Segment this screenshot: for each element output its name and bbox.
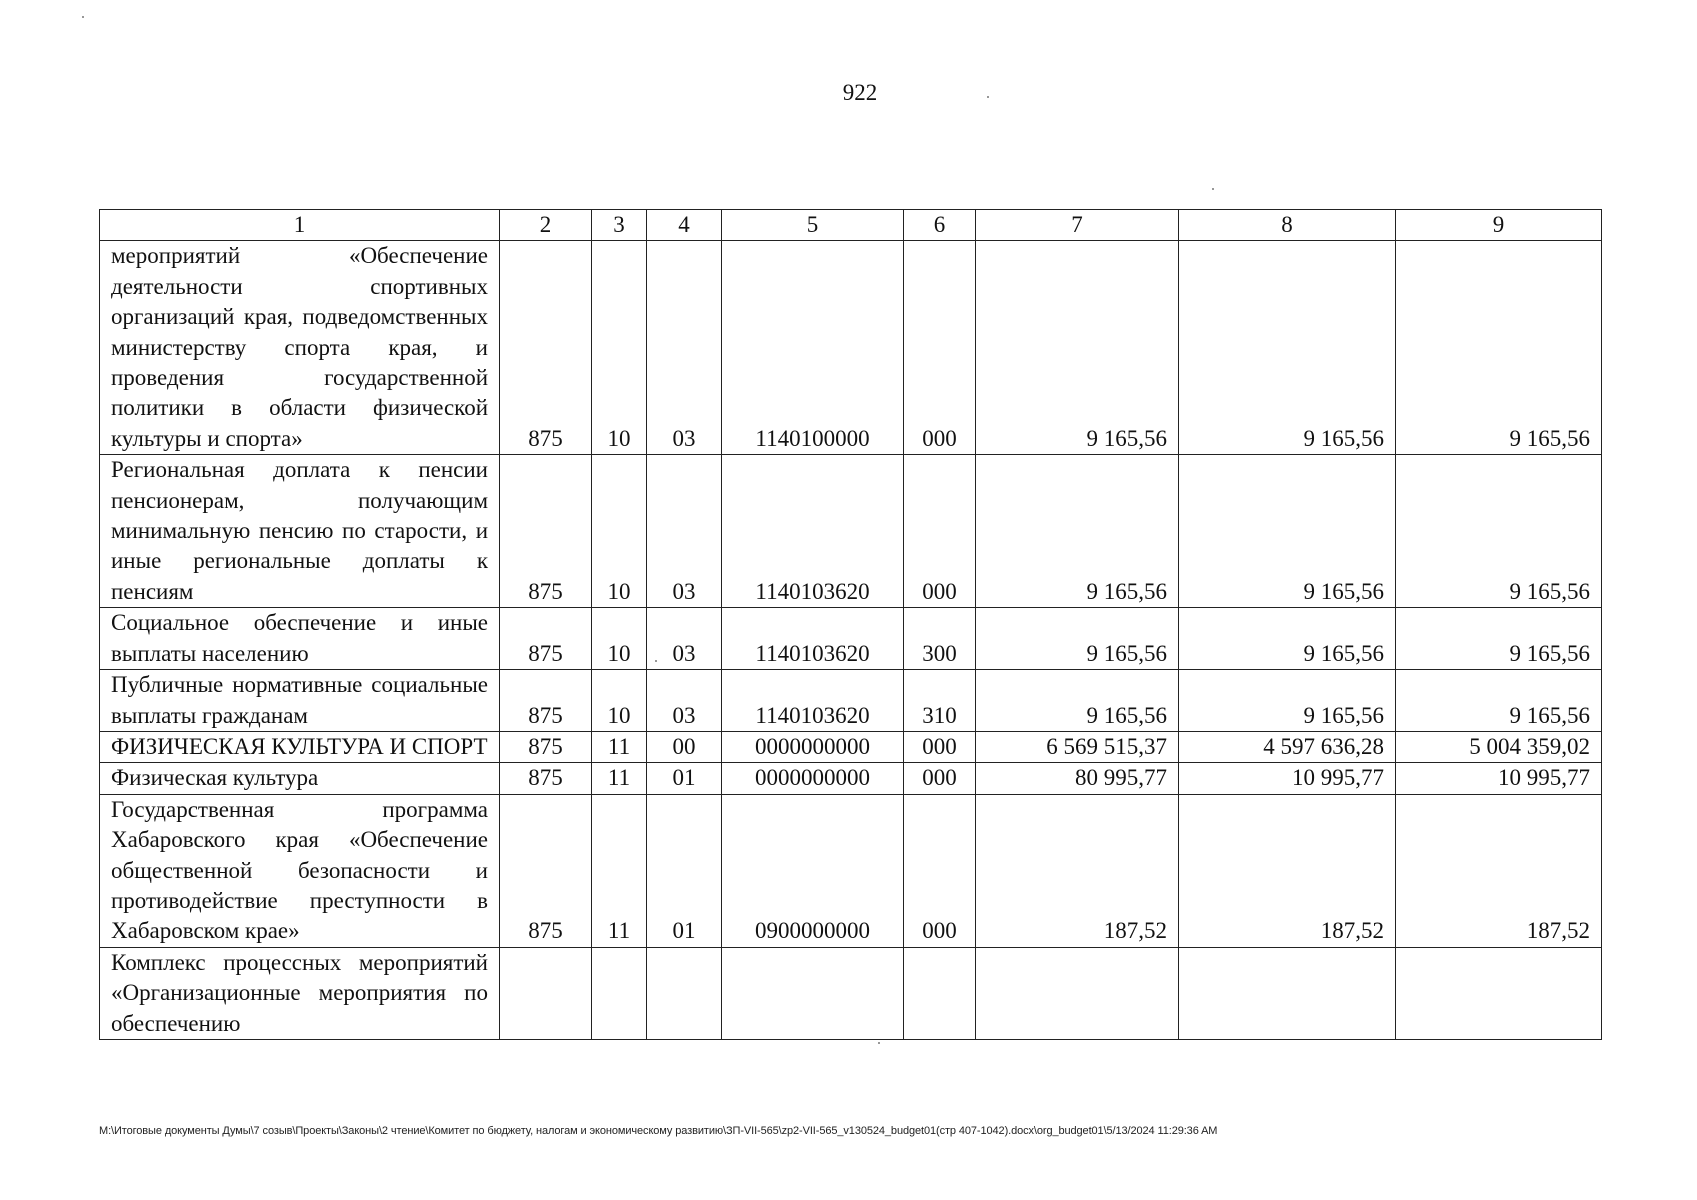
header-cell: 5 [722, 210, 904, 241]
row-subsection: 03 [647, 241, 722, 455]
budget-table [99, 209, 1602, 1040]
row-code: 875 [500, 763, 592, 794]
row-name: Региональная доплата к пенсии пенсионерам, получающим минимальную пенсию по старости, и иные региональные доплаты к пенсиям [100, 455, 500, 608]
row-value-2: 9 165,56 [1179, 670, 1396, 732]
header-cell: 7 [976, 210, 1179, 241]
row-section: 10 [592, 608, 647, 670]
row-value-2: 9 165,56 [1179, 241, 1396, 455]
row-section [592, 947, 647, 1039]
row-value-1: 9 165,56 [976, 670, 1179, 732]
row-target: 0000000000 [722, 763, 904, 794]
row-type: 300 [904, 608, 976, 670]
table-row [100, 947, 1602, 1039]
row-target: 1140100000 [722, 241, 904, 455]
row-type: 310 [904, 670, 976, 732]
row-code: 875 [500, 455, 592, 608]
row-subsection: 01 [647, 794, 722, 947]
row-value-2: 9 165,56 [1179, 608, 1396, 670]
row-type: 000 [904, 731, 976, 762]
row-type: 000 [904, 241, 976, 455]
row-target: 1140103620 [722, 608, 904, 670]
header-cell: 9 [1396, 210, 1602, 241]
row-subsection: 03 [647, 455, 722, 608]
row-name: мероприятий «Обеспечение деятельности спортивных организаций края, подведомственных министерству спорта края, и проведения государственной политики в области физической культуры и спорта» [100, 241, 500, 455]
row-code: 875 [500, 731, 592, 762]
row-value-1: 187,52 [976, 794, 1179, 947]
table-row [100, 763, 1602, 794]
row-name: Социальное обеспечение и иные выплаты населению [100, 608, 500, 670]
header-cell: 1 [100, 210, 500, 241]
scan-speck [655, 660, 657, 662]
header-cell: 3 [592, 210, 647, 241]
row-value-3: 9 165,56 [1396, 455, 1602, 608]
header-row [100, 210, 1602, 241]
row-value-3: 5 004 359,02 [1396, 731, 1602, 762]
row-value-3: 9 165,56 [1396, 241, 1602, 455]
row-code: 875 [500, 794, 592, 947]
table-row [100, 731, 1602, 762]
scan-speck [1212, 188, 1214, 190]
row-code [500, 947, 592, 1039]
row-subsection [647, 947, 722, 1039]
row-value-3 [1396, 947, 1602, 1039]
row-type: 000 [904, 794, 976, 947]
row-code: 875 [500, 670, 592, 732]
row-value-2: 4 597 636,28 [1179, 731, 1396, 762]
table-row [100, 608, 1602, 670]
row-target: 1140103620 [722, 670, 904, 732]
row-value-2: 187,52 [1179, 794, 1396, 947]
row-section: 11 [592, 763, 647, 794]
row-value-2: 9 165,56 [1179, 455, 1396, 608]
row-type: 000 [904, 763, 976, 794]
row-value-3: 10 995,77 [1396, 763, 1602, 794]
row-target: 1140103620 [722, 455, 904, 608]
row-value-1: 80 995,77 [976, 763, 1179, 794]
row-name: ФИЗИЧЕСКАЯ КУЛЬТУРА И СПОРТ [100, 731, 500, 762]
row-value-3: 9 165,56 [1396, 608, 1602, 670]
scan-speck [878, 1042, 880, 1044]
row-value-1: 6 569 515,37 [976, 731, 1179, 762]
row-subsection: 01 [647, 763, 722, 794]
table-row [100, 241, 1602, 455]
row-value-1: 9 165,56 [976, 455, 1179, 608]
header-cell: 4 [647, 210, 722, 241]
row-value-1 [976, 947, 1179, 1039]
row-section: 11 [592, 731, 647, 762]
row-name: Комплекс процессных мероприятий «Организационные мероприятия по обеспечению [100, 947, 500, 1039]
row-section: 10 [592, 670, 647, 732]
row-target: 0900000000 [722, 794, 904, 947]
table-row [100, 794, 1602, 947]
table-row [100, 670, 1602, 732]
row-value-3: 9 165,56 [1396, 670, 1602, 732]
row-type: 000 [904, 455, 976, 608]
header-cell: 6 [904, 210, 976, 241]
row-value-1: 9 165,56 [976, 241, 1179, 455]
row-subsection: 03 [647, 608, 722, 670]
row-code: 875 [500, 241, 592, 455]
row-name: Физическая культура [100, 763, 500, 794]
header-cell: 2 [500, 210, 592, 241]
row-type [904, 947, 976, 1039]
row-code: 875 [500, 608, 592, 670]
row-name: Государственная программа Хабаровского края «Обеспечение общественной безопасности и противодействие преступности в Хабаровском крае» [100, 794, 500, 947]
row-value-2: 10 995,77 [1179, 763, 1396, 794]
page-number: 922 [842, 80, 878, 105]
table-row [100, 455, 1602, 608]
row-section: 10 [592, 241, 647, 455]
row-section: 11 [592, 794, 647, 947]
row-target: 0000000000 [722, 731, 904, 762]
scan-speck [82, 16, 84, 18]
row-name: Публичные нормативные социальные выплаты гражданам [100, 670, 500, 732]
row-value-1: 9 165,56 [976, 608, 1179, 670]
scan-speck [987, 96, 989, 98]
row-value-2 [1179, 947, 1396, 1039]
row-subsection: 00 [647, 731, 722, 762]
row-value-3: 187,52 [1396, 794, 1602, 947]
row-subsection: 03 [647, 670, 722, 732]
row-target [722, 947, 904, 1039]
row-section: 10 [592, 455, 647, 608]
footer-file-path: M:\Итоговые документы Думы\7 созыв\Проекты\Законы\2 чтение\Комитет по бюджету, налогам и экономическому развитию\ЗП-VII-565\zp2-VII-565_v130524_budget01(стр 407-1042).docx\org_budget01\5/13/2024 11:29:36 AM [99, 1125, 1218, 1137]
header-cell: 8 [1179, 210, 1396, 241]
